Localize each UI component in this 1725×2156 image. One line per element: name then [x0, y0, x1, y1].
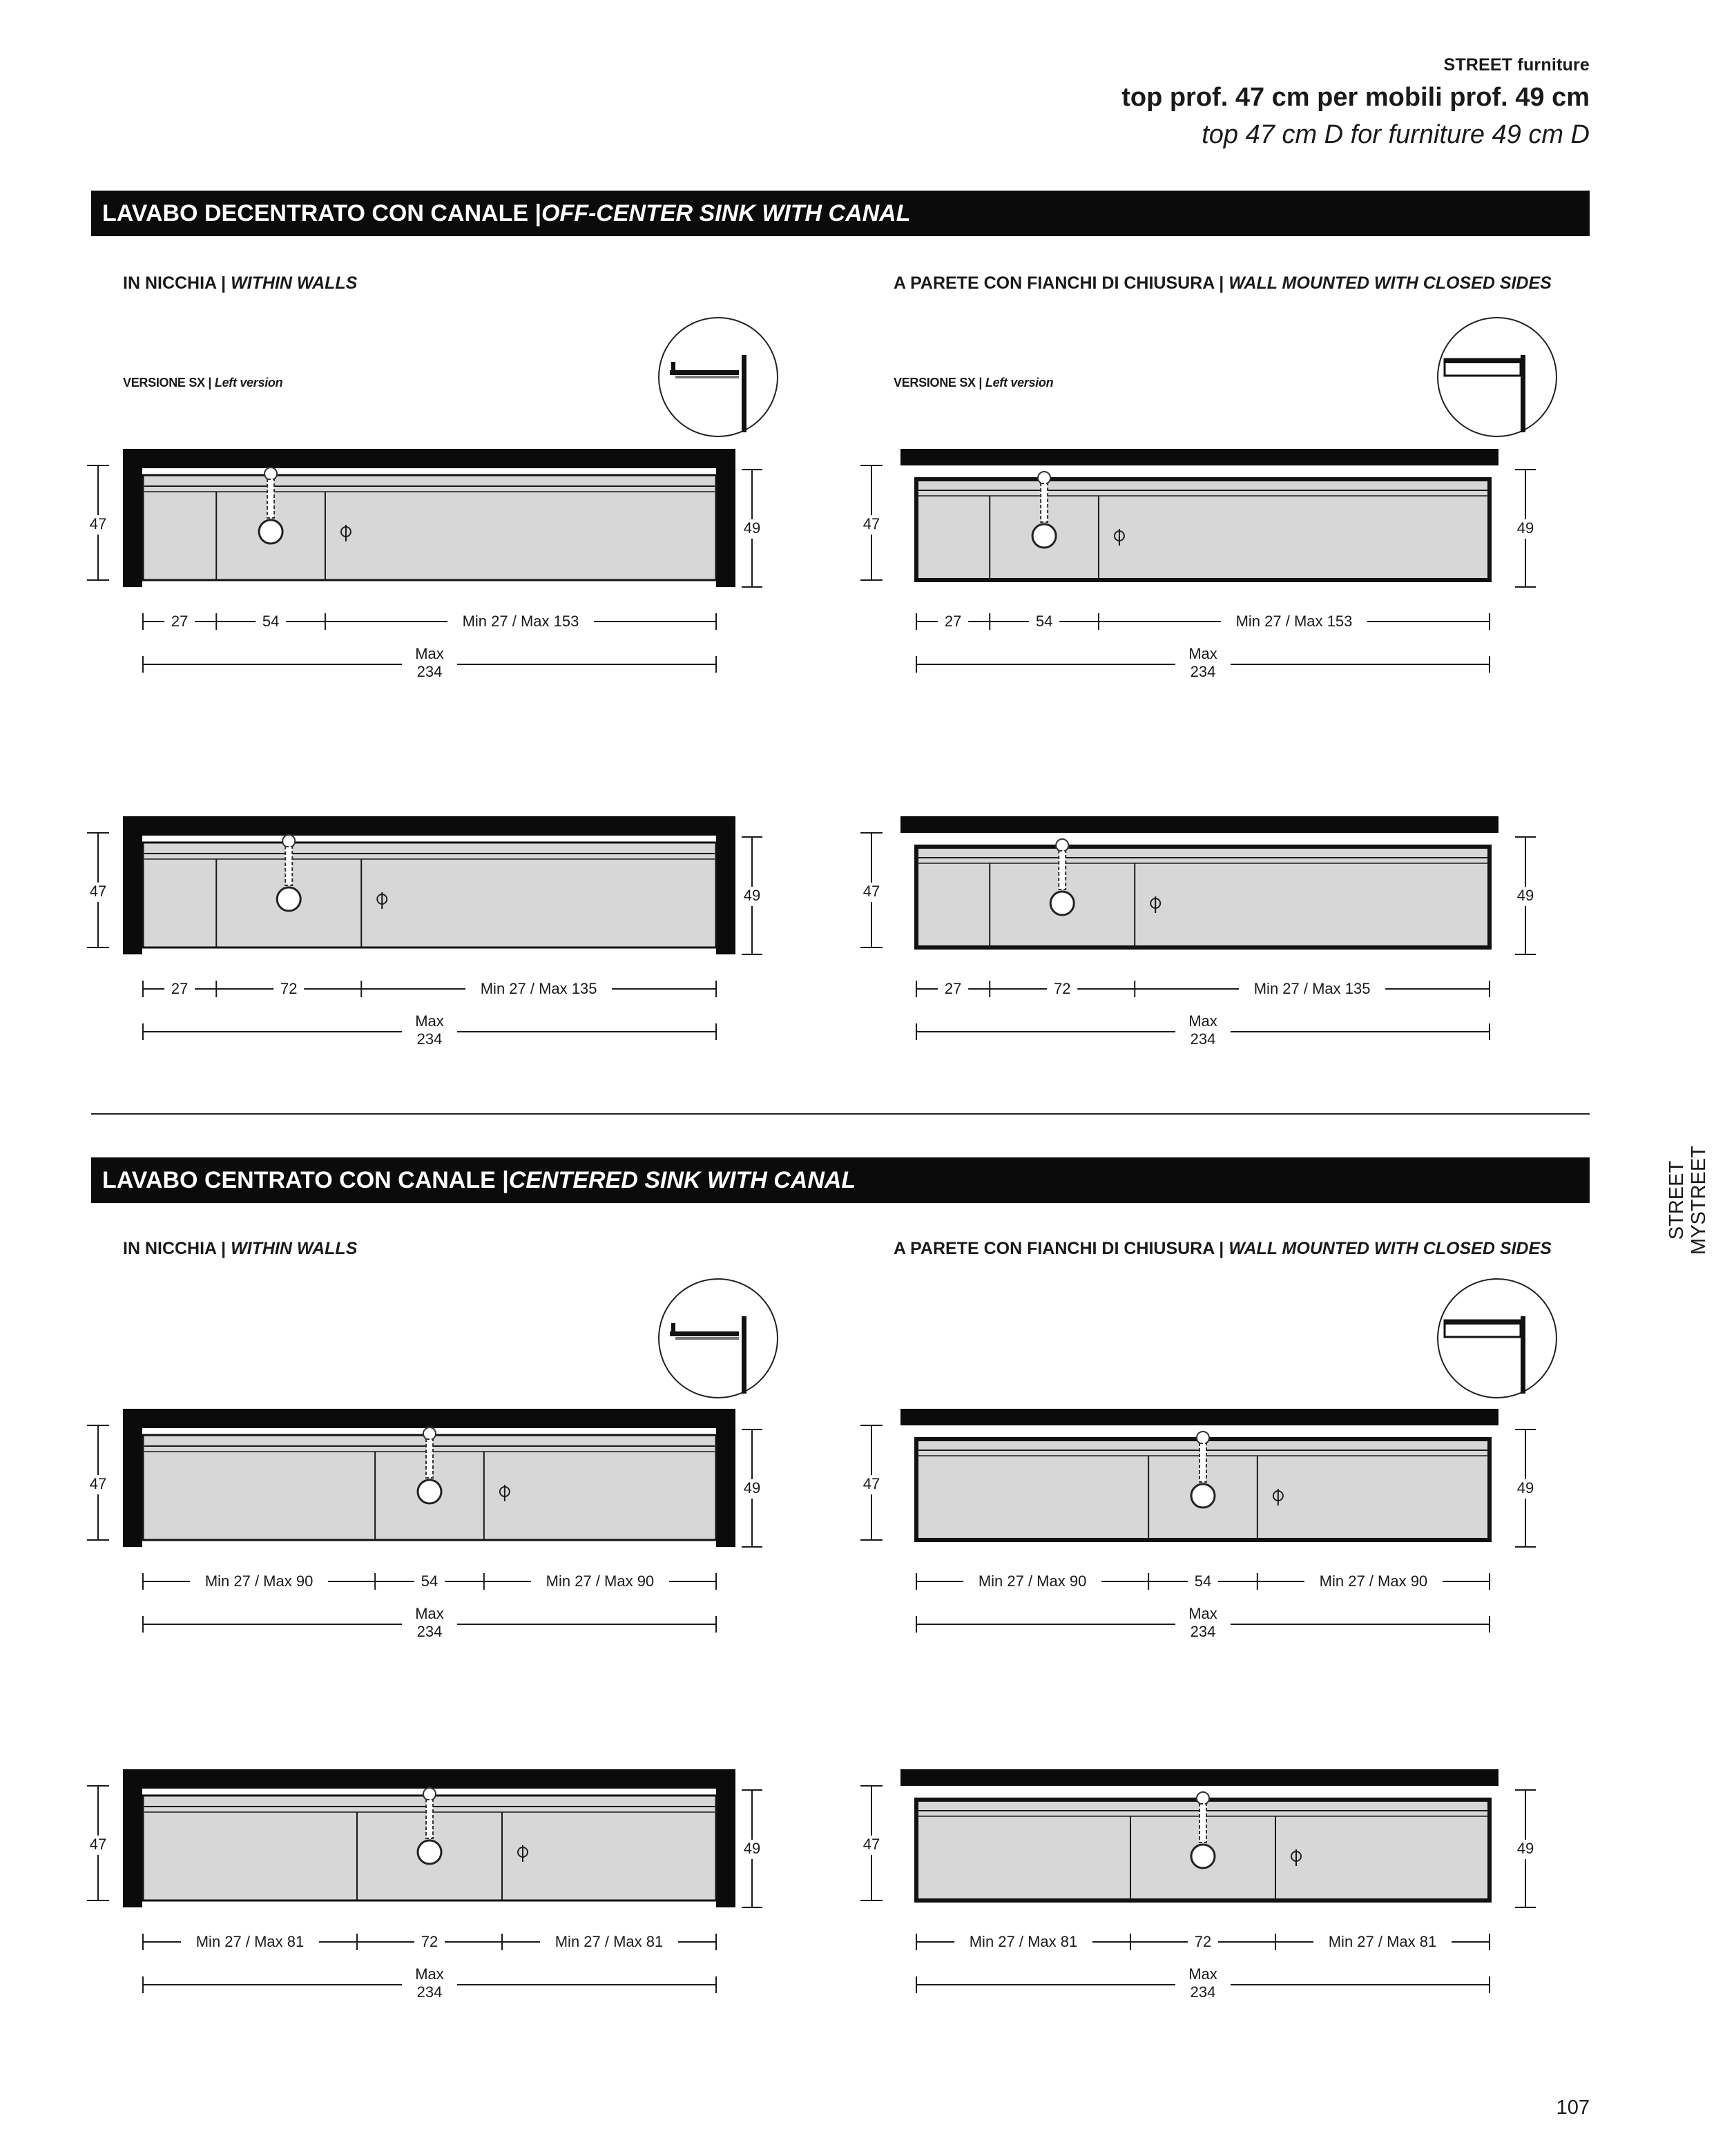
drain-pipe-icon: [1041, 483, 1048, 522]
section-title-en: OFF-CENTER SINK WITH CANAL: [541, 200, 911, 227]
dimension-label-2: 72: [1194, 1932, 1212, 1950]
cabinet-body: [143, 843, 716, 947]
countertop: [142, 816, 716, 836]
dimension-label-2: 54: [421, 1572, 439, 1590]
height-label-left: 47: [862, 882, 880, 900]
dimension-label-1: Min 27 / Max 90: [978, 1572, 1087, 1590]
section-divider: [91, 1113, 1590, 1115]
countertop: [900, 449, 1498, 465]
dimension-label-3: Min 27 / Max 135: [1253, 979, 1371, 997]
section-detail-icon: [656, 1276, 780, 1401]
drain-pipe-icon: [1059, 851, 1066, 889]
column-heading-within-walls: [123, 273, 357, 293]
max-value: 234: [1190, 1030, 1216, 1048]
max-value: 234: [416, 1622, 443, 1640]
dimension-label-2: 54: [1035, 612, 1053, 630]
cabinet-body: [916, 847, 1490, 947]
version-label-en: Left version: [214, 376, 283, 389]
sink-basin-icon: [259, 520, 282, 543]
max-value: 234: [1190, 662, 1216, 680]
max-value: 234: [1190, 1622, 1216, 1640]
wall-left: [123, 1409, 142, 1547]
column-heading-en: WITHIN WALLS: [231, 1239, 358, 1258]
sink-basin-icon: [418, 1480, 441, 1503]
height-label-left: 47: [89, 882, 107, 900]
dimension-label-3: Min 27 / Max 153: [1235, 612, 1353, 630]
max-label: Max: [1188, 1604, 1217, 1622]
faucet-icon: [282, 835, 295, 847]
dimension-label-2: 72: [421, 1932, 439, 1950]
dimension-label-1: 27: [944, 612, 962, 630]
detail-circle: [1438, 1279, 1557, 1398]
drain-pipe-icon: [267, 479, 274, 518]
dimension-label-1: Min 27 / Max 81: [969, 1932, 1078, 1950]
faucet-icon: [1038, 472, 1050, 484]
height-label-right: 49: [743, 519, 761, 537]
column-heading-it: A PARETE CON FIANCHI DI CHIUSURA |: [894, 1239, 1229, 1258]
countertop: [900, 816, 1498, 833]
detail-top: [670, 370, 739, 375]
wall-left: [123, 1769, 142, 1907]
max-label: Max: [1188, 644, 1217, 662]
dimension-label-3: Min 27 / Max 81: [1328, 1932, 1437, 1950]
wall-right: [716, 449, 735, 587]
cabinet-body: [143, 475, 716, 580]
max-value: 234: [416, 1030, 443, 1048]
faucet-icon: [423, 1427, 436, 1440]
faucet-icon: [1197, 1792, 1209, 1804]
height-label-left: 47: [862, 1835, 880, 1853]
version-label-it: VERSIONE SX |: [894, 376, 985, 389]
max-label: Max: [415, 1012, 444, 1030]
dimension-label-3: Min 27 / Max 153: [462, 612, 579, 630]
column-heading-it: A PARETE CON FIANCHI DI CHIUSURA |: [894, 273, 1229, 293]
max-label: Max: [415, 1604, 444, 1622]
sink-basin-icon: [1032, 524, 1056, 548]
version-label-right-column: [894, 376, 1053, 390]
elevation-diagram-niche: [70, 1409, 761, 1644]
cabinet-body: [916, 479, 1490, 580]
section-title-it: LAVABO CENTRATO CON CANALE |: [102, 1166, 509, 1193]
version-label-en: Left version: [985, 376, 1054, 389]
section-detail-icon: [1435, 1276, 1559, 1401]
dimension-label-2: 54: [1194, 1572, 1212, 1590]
dimension-label-2: 72: [1053, 979, 1071, 997]
height-label-right: 49: [1516, 519, 1534, 537]
elevation-diagram-wall: [844, 816, 1534, 1051]
dimension-label-3: Min 27 / Max 135: [480, 979, 597, 997]
max-label: Max: [1188, 1965, 1217, 1983]
faucet-icon: [423, 1788, 436, 1800]
dimension-label-1: Min 27 / Max 81: [195, 1932, 305, 1950]
max-label: Max: [1188, 1012, 1217, 1030]
drain-pipe-icon: [1199, 1804, 1206, 1842]
column-heading-en: WITHIN WALLS: [231, 273, 358, 293]
column-heading-it: IN NICCHIA |: [123, 1239, 231, 1258]
page-subtitle: top 47 cm D for furniture 49 cm D: [1202, 120, 1590, 149]
version-label-it: VERSIONE SX |: [123, 376, 215, 389]
elevation-diagram-wall: [844, 1409, 1534, 1644]
detail-wall: [742, 355, 746, 432]
faucet-icon: [1056, 839, 1068, 851]
detail-top: [670, 1331, 739, 1336]
max-value: 234: [416, 1983, 443, 2001]
height-label-right: 49: [743, 1479, 761, 1496]
height-label-left: 47: [89, 1474, 107, 1492]
height-label-left: 47: [862, 514, 880, 532]
sink-basin-icon: [1191, 1484, 1215, 1508]
elevation-diagram-wall: [844, 449, 1534, 684]
column-heading-wall-mounted: [894, 1239, 1552, 1259]
elevation-diagram-wall: [844, 1769, 1534, 2004]
dimension-label-1: Min 27 / Max 90: [204, 1572, 314, 1590]
brand-label: STREET furniture: [1443, 55, 1590, 75]
drain-pipe-icon: [285, 847, 292, 885]
sink-basin-icon: [1191, 1845, 1215, 1868]
countertop: [900, 1769, 1498, 1786]
max-value: 234: [1190, 1983, 1216, 2001]
version-label-left-column: [123, 376, 282, 390]
column-heading-it: IN NICCHIA |: [123, 273, 231, 293]
dimension-label-1: 27: [944, 979, 962, 997]
max-label: Max: [415, 1965, 444, 1983]
dimension-label-1: 27: [171, 612, 189, 630]
dimension-label-1: 27: [171, 979, 189, 997]
sink-basin-icon: [277, 887, 300, 911]
page-number: 107: [1556, 2097, 1590, 2119]
section-header-centered: [91, 1157, 1590, 1203]
column-heading-en: WALL MOUNTED WITH CLOSED SIDES: [1228, 273, 1552, 293]
page-title: top prof. 47 cm per mobili prof. 49 cm: [1121, 83, 1590, 112]
section-header-off-center: [91, 191, 1590, 236]
height-label-left: 47: [862, 1474, 880, 1492]
elevation-diagram-niche: [70, 449, 761, 684]
sink-basin-icon: [418, 1840, 441, 1864]
height-label-right: 49: [1516, 886, 1534, 904]
countertop: [900, 1409, 1498, 1425]
faucet-icon: [264, 468, 277, 480]
column-heading-en: WALL MOUNTED WITH CLOSED SIDES: [1228, 1239, 1552, 1258]
column-heading-within-walls: [123, 1239, 357, 1259]
wall-left: [123, 449, 142, 587]
detail-circle: [1438, 318, 1557, 436]
drain-pipe-icon: [426, 1800, 433, 1838]
max-label: Max: [415, 644, 444, 662]
dimension-label-2: 54: [262, 612, 280, 630]
countertop: [142, 1409, 716, 1428]
section-detail-icon: [656, 315, 780, 439]
wall-left: [123, 816, 142, 954]
detail-wall: [742, 1316, 746, 1394]
height-label-left: 47: [89, 1835, 107, 1853]
elevation-diagram-niche: [70, 1769, 761, 2004]
dimension-label-2: 72: [280, 979, 298, 997]
side-label-street: STREET: [1666, 1160, 1688, 1240]
height-label-right: 49: [743, 886, 761, 904]
wall-right: [716, 816, 735, 954]
height-label-right: 49: [1516, 1479, 1534, 1496]
section-title-it: LAVABO DECENTRATO CON CANALE |: [102, 200, 541, 227]
drain-pipe-icon: [426, 1439, 433, 1478]
height-label-left: 47: [89, 514, 107, 532]
wall-right: [716, 1409, 735, 1547]
dimension-label-3: Min 27 / Max 81: [555, 1932, 664, 1950]
elevation-diagram-niche: [70, 816, 761, 1051]
max-value: 234: [416, 662, 443, 680]
wall-right: [716, 1769, 735, 1907]
column-heading-wall-mounted: [894, 273, 1552, 293]
dimension-label-3: Min 27 / Max 90: [546, 1572, 655, 1590]
height-label-right: 49: [743, 1839, 761, 1857]
dimension-label-3: Min 27 / Max 90: [1319, 1572, 1428, 1590]
sink-basin-icon: [1050, 892, 1074, 915]
countertop: [142, 1769, 716, 1789]
drain-pipe-icon: [1199, 1443, 1206, 1482]
section-detail-icon: [1435, 315, 1559, 439]
section-title-en: CENTERED SINK WITH CANAL: [508, 1166, 856, 1193]
countertop: [142, 449, 716, 468]
side-label-mystreet: MYSTREET: [1688, 1146, 1710, 1255]
height-label-right: 49: [1516, 1839, 1534, 1857]
faucet-icon: [1197, 1432, 1209, 1444]
